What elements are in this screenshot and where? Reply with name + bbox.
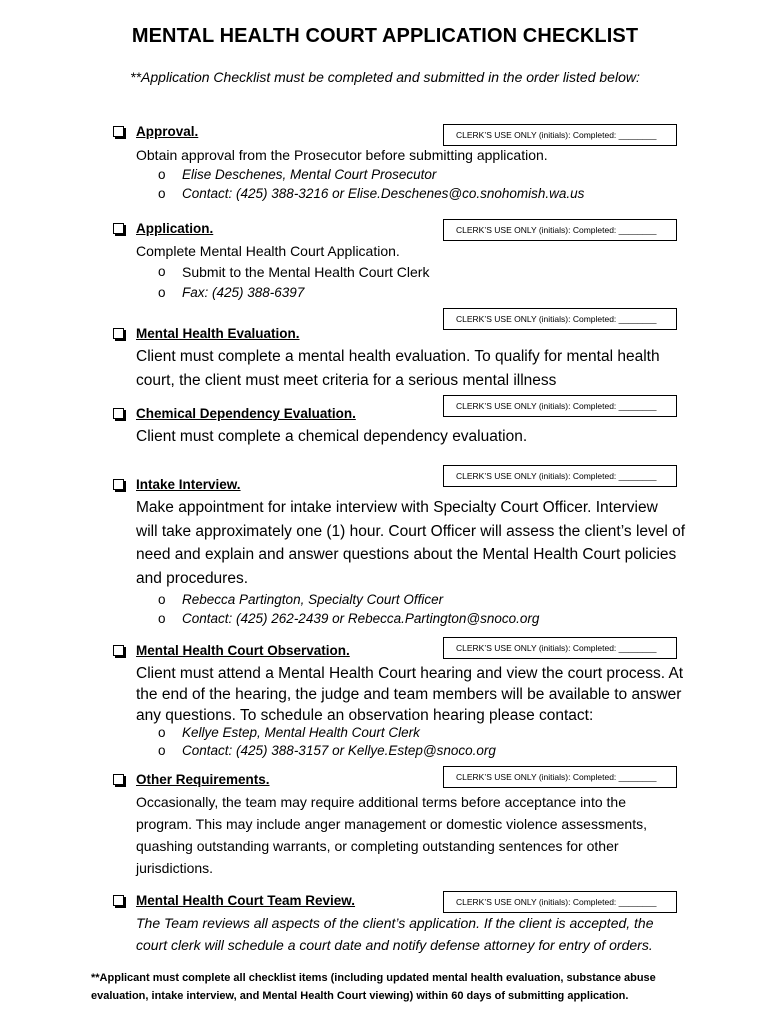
review-text: court clerk will schedule a court date and notify defense attorney for entry of orders. <box>136 937 653 953</box>
evaluation-text: Client must complete a mental health evaluation. To qualify for mental health <box>136 348 660 365</box>
intake-text: Make appointment for intake interview with Specialty Court Officer. Interview <box>136 499 658 516</box>
observation-heading: Mental Health Court Observation. <box>136 643 350 658</box>
bullet-marker: o <box>158 264 166 279</box>
chemical-clerk-box: CLERK’S USE ONLY (initials): Completed: ________ <box>443 395 677 417</box>
other-text: jurisdictions. <box>136 860 214 876</box>
chemical-checkbox[interactable] <box>113 408 124 419</box>
intake-clerk-box: CLERK’S USE ONLY (initials): Completed: ________ <box>443 465 677 487</box>
other-heading: Other Requirements. <box>136 772 270 787</box>
evaluation-text: court, the client must meet criteria for a serious mental illness <box>136 372 557 389</box>
bullet-marker: o <box>158 167 166 182</box>
observation-clerk-box: CLERK’S USE ONLY (initials): Completed: ________ <box>443 637 677 659</box>
other-text: program. This may include anger management or domestic violence assessments, <box>136 816 647 832</box>
application-checkbox[interactable] <box>113 223 124 234</box>
approval-clerk-box: CLERK’S USE ONLY (initials): Completed: ________ <box>443 124 677 146</box>
bullet-marker: o <box>158 285 166 300</box>
application-heading: Application. <box>136 221 214 236</box>
observation-text: the end of the hearing, the judge and team members will be available to answer <box>136 686 682 703</box>
intake-text: need and explain and answer questions about the Mental Health Court policies <box>136 546 677 563</box>
intake-text: will take approximately one (1) hour. Court Officer will assess the client’s level of <box>136 523 686 540</box>
approval-bullet: Contact: (425) 388-3216 or Elise.Deschenes@co.snohomish.wa.us <box>182 186 585 201</box>
footnote-line: **Applicant must complete all checklist items (including updated mental health evaluation, substance abuse <box>91 972 656 984</box>
intake-heading: Intake Interview. <box>136 477 241 492</box>
observation-checkbox[interactable] <box>113 645 124 656</box>
intake-checkbox[interactable] <box>113 479 124 490</box>
bullet-marker: o <box>158 725 166 740</box>
application-bullet: Fax: (425) 388-6397 <box>182 285 305 300</box>
other-text: Occasionally, the team may require additional terms before acceptance into the <box>136 794 626 810</box>
other-clerk-box: CLERK’S USE ONLY (initials): Completed: ________ <box>443 766 677 788</box>
bullet-marker: o <box>158 592 166 607</box>
approval-checkbox[interactable] <box>113 126 124 137</box>
application-text: Complete Mental Health Court Application. <box>136 243 400 259</box>
review-checkbox[interactable] <box>113 895 124 906</box>
observation-bullet: Kellye Estep, Mental Health Court Clerk <box>182 725 420 740</box>
evaluation-checkbox[interactable] <box>113 328 124 339</box>
intake-bullet: Contact: (425) 262-2439 or Rebecca.Partington@snoco.org <box>182 611 540 626</box>
review-heading: Mental Health Court Team Review. <box>136 893 356 908</box>
bullet-marker: o <box>158 186 166 201</box>
application-clerk-box: CLERK’S USE ONLY (initials): Completed: ________ <box>443 219 677 241</box>
approval-text: Obtain approval from the Prosecutor before submitting application. <box>136 147 548 163</box>
chemical-heading: Chemical Dependency Evaluation. <box>136 406 356 421</box>
observation-bullet: Contact: (425) 388-3157 or Kellye.Estep@snoco.org <box>182 743 496 758</box>
evaluation-heading: Mental Health Evaluation. <box>136 326 300 341</box>
review-text: The Team reviews all aspects of the client’s application. If the client is accepted, the <box>136 915 654 931</box>
chemical-text: Client must complete a chemical dependency evaluation. <box>136 428 528 445</box>
observation-text: any questions. To schedule an observation hearing please contact: <box>136 707 594 724</box>
application-bullet: Submit to the Mental Health Court Clerk <box>182 264 430 280</box>
other-checkbox[interactable] <box>113 774 124 785</box>
approval-bullet: Elise Deschenes, Mental Court Prosecutor <box>182 167 437 182</box>
page-subtitle: **Application Checklist must be completed and submitted in the order listed below: <box>130 69 640 85</box>
intake-text: and procedures. <box>136 570 249 587</box>
observation-text: Client must attend a Mental Health Court hearing and view the court process. At <box>136 665 684 682</box>
other-text: quashing outstanding warrants, or completing outstanding sentences for other <box>136 838 619 854</box>
review-clerk-box: CLERK’S USE ONLY (initials): Completed: ________ <box>443 891 677 913</box>
intake-bullet: Rebecca Partington, Specialty Court Officer <box>182 592 444 607</box>
approval-heading: Approval. <box>136 124 199 139</box>
evaluation-clerk-box: CLERK’S USE ONLY (initials): Completed: ________ <box>443 308 677 330</box>
footnote-line: evaluation, intake interview, and Mental Health Court viewing) within 60 days of submitting application. <box>91 990 629 1002</box>
bullet-marker: o <box>158 611 166 626</box>
page-title: MENTAL HEALTH COURT APPLICATION CHECKLIST <box>131 25 639 47</box>
bullet-marker: o <box>158 743 166 758</box>
